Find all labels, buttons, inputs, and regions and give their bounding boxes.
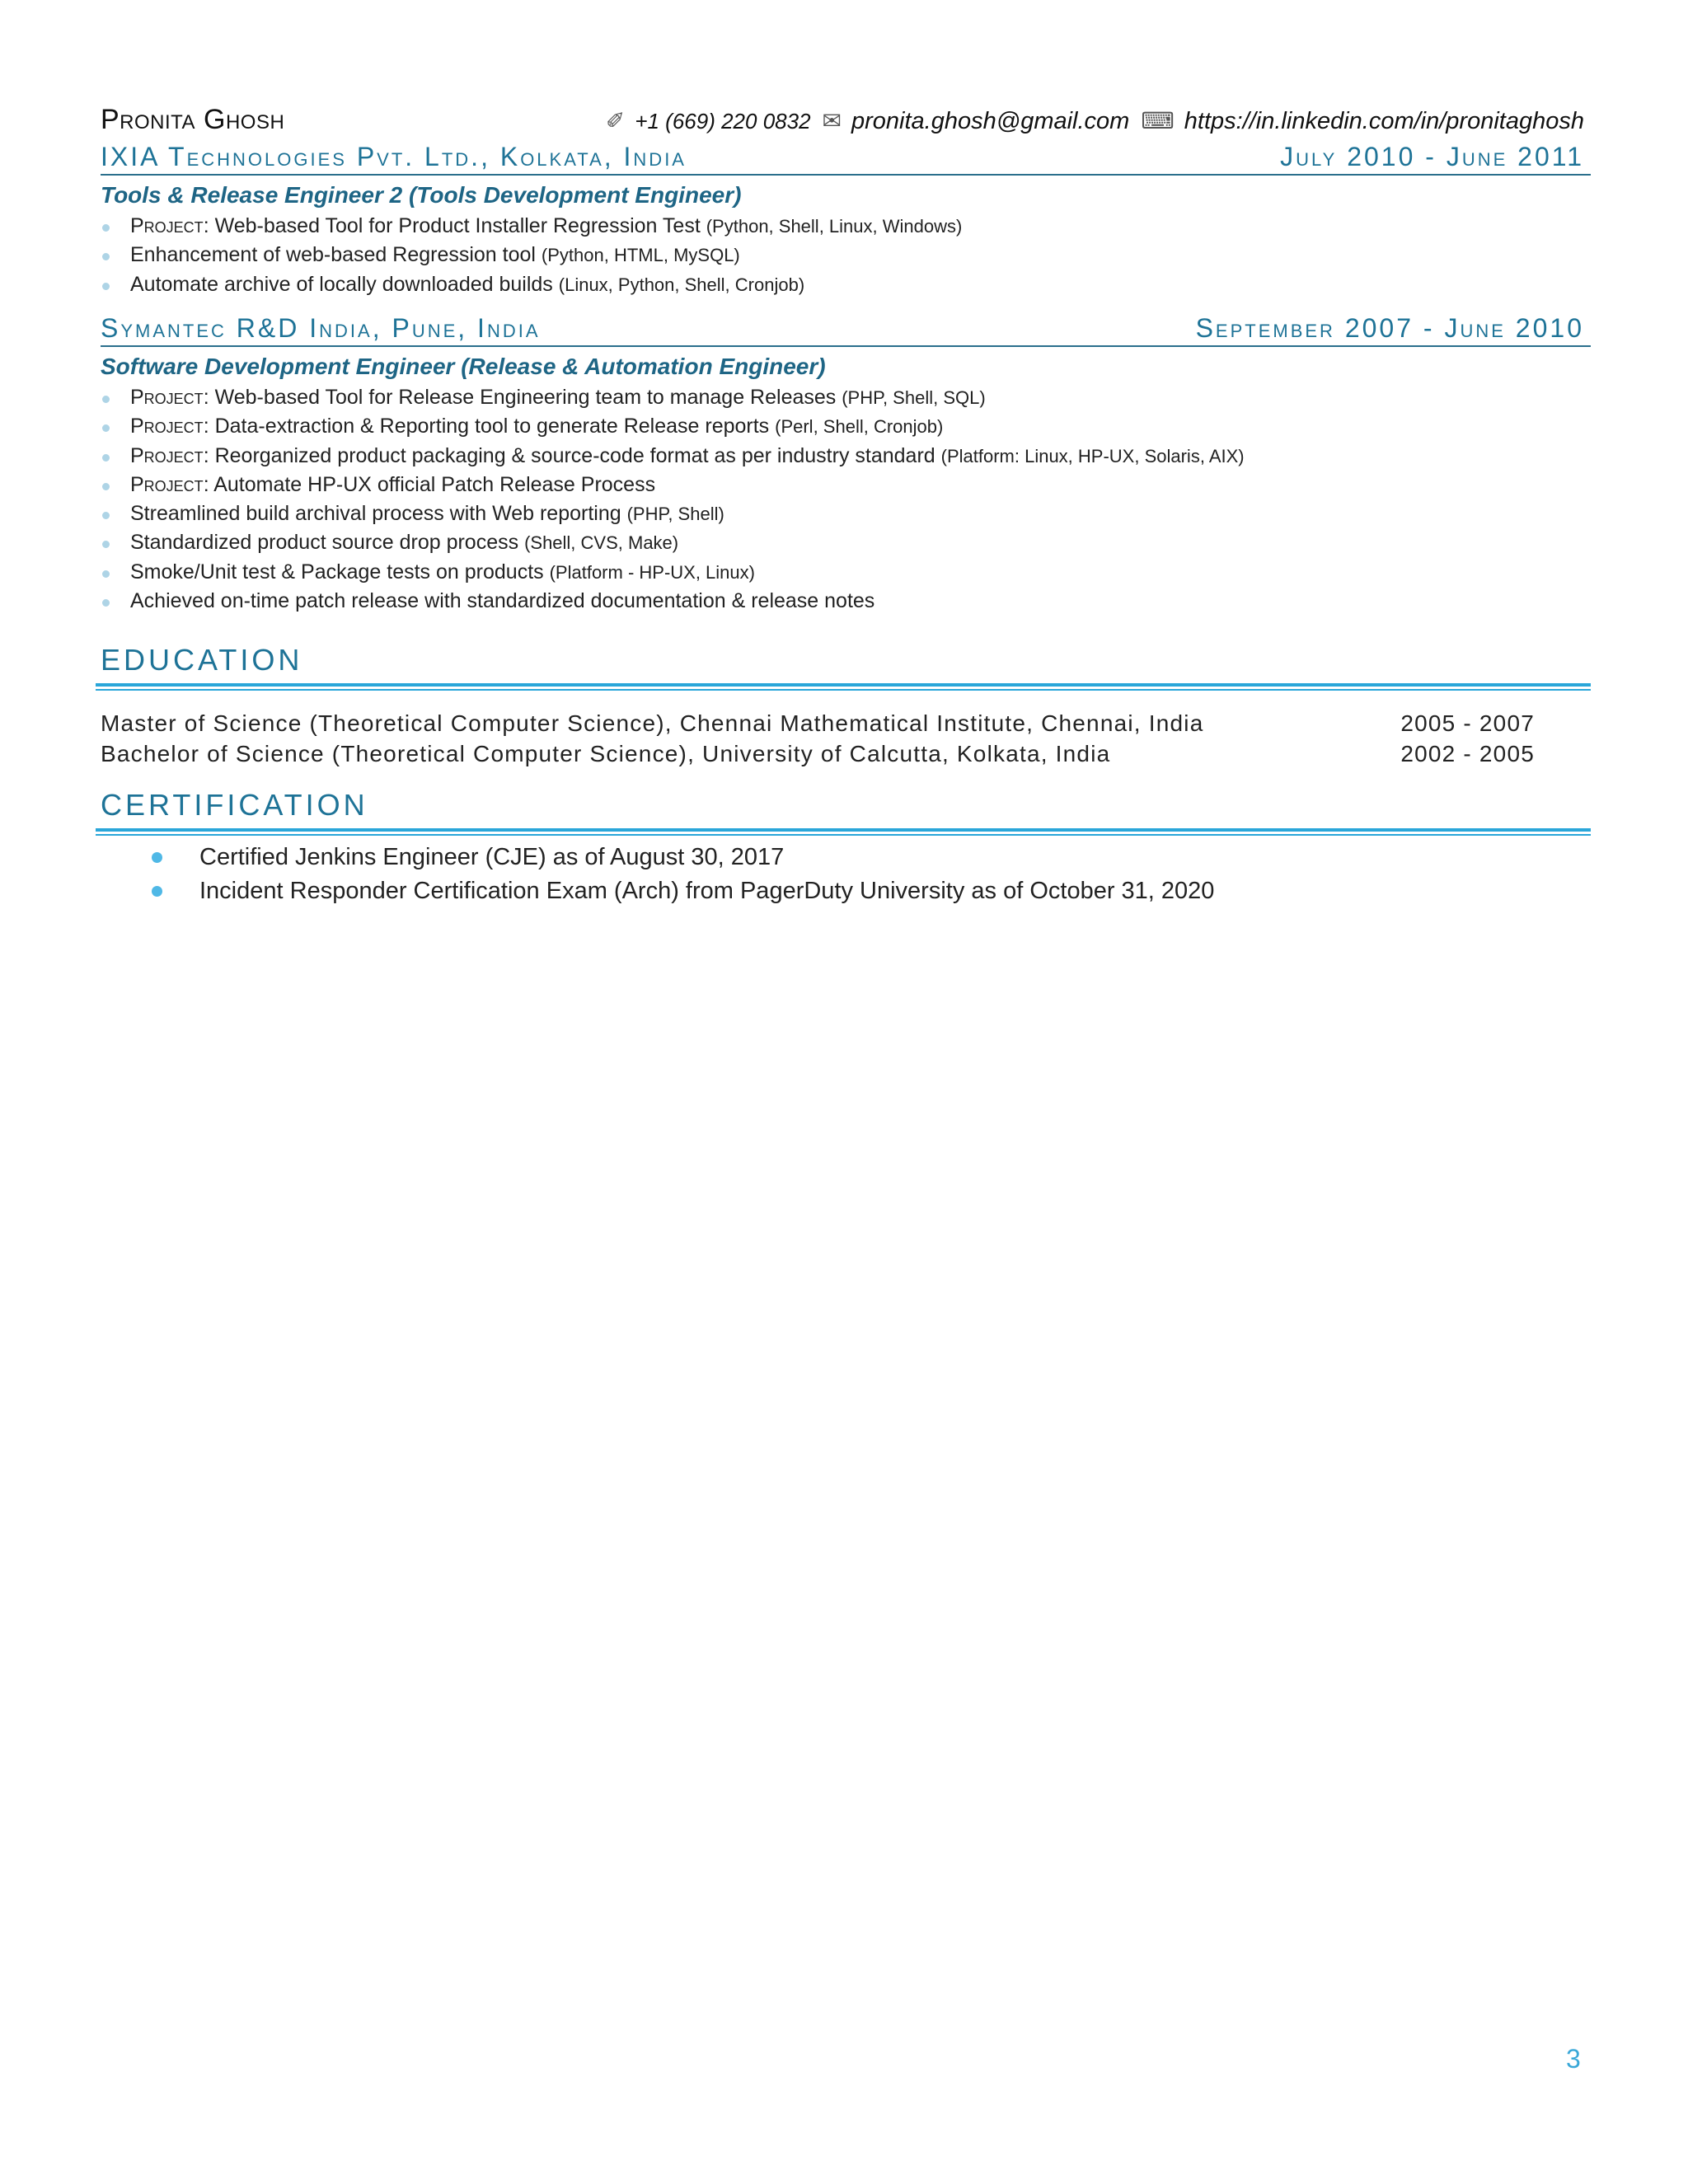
job-dates: September 2007 - June 2010: [1195, 313, 1584, 343]
list-item: Project: Data-extraction & Reporting tool to generate Release reports (Perl, Shell, Cronjob): [101, 412, 1591, 441]
list-item: Project: Automate HP-UX official Patch Release Process: [101, 471, 1591, 499]
list-item: Project: Web-based Tool for Release Engineering team to manage Releases (PHP, Shell, SQL): [101, 383, 1591, 412]
list-item: Standardized product source drop process (Shell, CVS, Make): [101, 528, 1591, 557]
job-bullets: [101, 212, 1591, 299]
education-degree: Master of Science (Theoretical Computer Science), Chennai Mathematical Institute, Chennai, India: [101, 710, 1204, 736]
linkedin-link[interactable]: https://in.linkedin.com/in/pronitaghosh: [1184, 108, 1584, 134]
company-name: IXIA Technologies Pvt. Ltd., Kolkata, India: [101, 142, 687, 171]
education-degree: Bachelor of Science (Theoretical Computer Science), University of Calcutta, Kolkata, India: [101, 741, 1111, 766]
education-rule: [96, 683, 1591, 691]
phone-icon: ✐: [605, 108, 626, 134]
job-role: Tools & Release Engineer 2 (Tools Development Engineer): [101, 182, 742, 208]
list-item: Project: Reorganized product packaging & source-code format as per industry standard (Platform: Linux, HP-UX, Solaris, AIX): [101, 442, 1591, 471]
education-title: EDUCATION: [101, 643, 303, 677]
candidate-name: Pronita Ghosh: [101, 104, 285, 135]
job-role: Software Development Engineer (Release & Automation Engineer): [101, 354, 826, 379]
list-item: Smoke/Unit test & Package tests on products (Platform - HP-UX, Linux): [101, 558, 1591, 587]
contact-info: [606, 107, 1584, 135]
certification-rule: [96, 828, 1591, 836]
job-symantec: [101, 313, 1591, 616]
job-bullets: [101, 383, 1591, 616]
email-link[interactable]: pronita.ghosh@gmail.com: [851, 108, 1130, 134]
education-years: 2005 - 2007: [1400, 710, 1535, 736]
page-number: 3: [1566, 2044, 1581, 2074]
list-item: Project: Web-based Tool for Product Installer Regression Test (Python, Shell, Linux, Windows): [101, 212, 1591, 241]
job-header: [101, 142, 1591, 176]
list-item: Streamlined build archival process with Web reporting (PHP, Shell): [101, 499, 1591, 528]
certification-title: CERTIFICATION: [101, 788, 368, 822]
education-entry: [101, 741, 1535, 767]
job-header: [101, 313, 1591, 347]
company-name: Symantec R&D India, Pune, India: [101, 313, 541, 343]
list-item: Incident Responder Certification Exam (Arch) from PagerDuty University as of October 31, 2020: [148, 874, 1214, 908]
list-item: Enhancement of web-based Regression tool (Python, HTML, MySQL): [101, 241, 1591, 269]
certification-list: [148, 841, 1214, 908]
education-entry: [101, 710, 1535, 737]
phone-number: +1 (669) 220 0832: [635, 109, 811, 134]
header: [101, 104, 1584, 142]
list-item: Achieved on-time patch release with standardized documentation & release notes: [101, 587, 1591, 616]
education-years: 2002 - 2005: [1400, 741, 1535, 766]
laptop-icon: ⌨: [1141, 108, 1175, 134]
job-ixia: [101, 142, 1591, 299]
list-item: Certified Jenkins Engineer (CJE) as of August 30, 2017: [148, 841, 1214, 874]
job-dates: July 2010 - June 2011: [1280, 142, 1584, 171]
list-item: Automate archive of locally downloaded builds (Linux, Python, Shell, Cronjob): [101, 270, 1591, 299]
email-icon: ✉: [822, 108, 842, 134]
